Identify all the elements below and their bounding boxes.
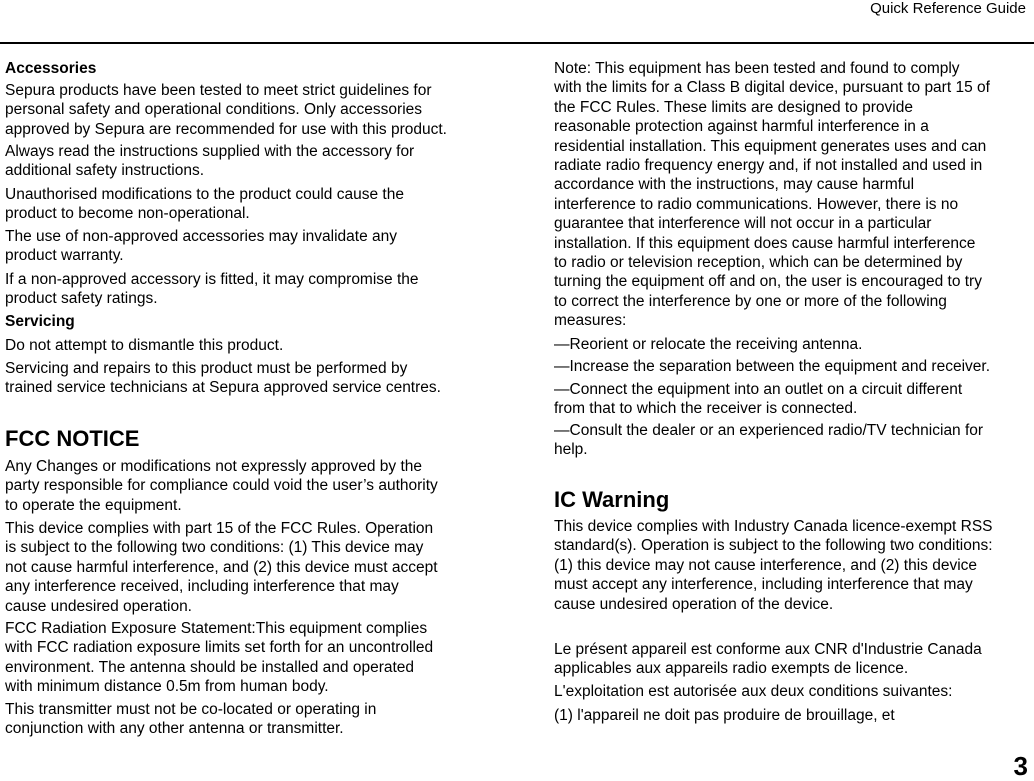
- text-line: (1) this device may not cause interference, and (2) this device: [554, 556, 978, 574]
- paragraph: [5, 270, 419, 309]
- text-line: is subject to the following two conditions: (1) This device may: [5, 539, 424, 557]
- paragraph-french: [554, 682, 952, 701]
- text-line: Any Changes or modifications not expressly approved by the: [5, 458, 423, 475]
- section-heading-accessories: [5, 59, 96, 78]
- text-line: Always read the instructions supplied with the accessory for: [5, 143, 415, 160]
- text-line: Unauthorised modifications to the product could cause the: [5, 186, 404, 203]
- text-line: must accept any interference, including interference that may: [554, 576, 973, 594]
- text-line: installation. If this equipment does cause harmful interference: [554, 234, 976, 252]
- text-line: —Connect the equipment into an outlet on a circuit different: [554, 381, 963, 398]
- measure-item: [554, 380, 962, 419]
- paragraph-fcc-note: [554, 59, 990, 331]
- paragraph: [5, 185, 404, 224]
- page-number: 3: [1013, 751, 1028, 781]
- header-title: Quick Reference Guide: [870, 0, 1026, 17]
- text-line: Servicing: [5, 313, 75, 330]
- text-line: any interference received, including interference that may: [5, 578, 399, 596]
- text-line: Note: This equipment has been tested and found to comply: [554, 60, 960, 77]
- paragraph: [5, 519, 438, 616]
- text-line: with the limits for a Class B digital device, pursuant to part 15 of: [554, 79, 990, 97]
- text-line: interference to radio communications. However, there is no: [554, 195, 959, 213]
- paragraph: [5, 227, 397, 266]
- measure-item: [554, 357, 990, 376]
- text-line: additional safety instructions.: [5, 162, 205, 180]
- text-line: —Consult the dealer or an experienced radio/TV technician for: [554, 422, 984, 439]
- text-line: party responsible for compliance could void the user’s authority: [5, 477, 438, 495]
- paragraph: [554, 517, 993, 614]
- measure-item: [554, 421, 983, 460]
- text-line: guarantee that interference will not occur in a particular: [554, 215, 932, 233]
- text-line: applicables aux appareils radio exempts de licence.: [554, 660, 909, 678]
- paragraph: [5, 359, 441, 398]
- text-line: This transmitter must not be co-located or operating in: [5, 701, 377, 718]
- text-line: to operate the equipment.: [5, 496, 182, 514]
- text-line: product safety ratings.: [5, 290, 158, 308]
- text-line: from that to which the receiver is connected.: [554, 400, 858, 418]
- text-line: residential installation. This equipment generates uses and can: [554, 137, 987, 155]
- text-line: Le présent appareil est conforme aux CNR d'Industrie Canada: [554, 641, 982, 658]
- text-line: FCC Radiation Exposure Statement:This equipment complies: [5, 620, 428, 637]
- text-line: environment. The antenna should be installed and operated: [5, 658, 415, 676]
- text-line: to correct the interference by one or more of the following: [554, 292, 947, 310]
- paragraph: [5, 700, 376, 739]
- text-line: standard(s). Operation is subject to the following two conditions:: [554, 537, 993, 555]
- text-line: FCC NOTICE: [5, 426, 140, 451]
- text-line: cause undesired operation.: [5, 597, 192, 615]
- section-title-ic-warning: [554, 487, 669, 513]
- text-line: not cause harmful interference, and (2) this device must accept: [5, 558, 438, 576]
- text-line: L'exploitation est autorisée aux deux conditions suivantes:: [554, 683, 953, 700]
- text-line: approved by Sepura are recommended for use with this product.: [5, 120, 447, 138]
- text-line: (1) l'appareil ne doit pas produire de brouillage, et: [554, 707, 895, 724]
- text-line: Do not attempt to dismantle this product.: [5, 337, 284, 354]
- text-line: to radio or television reception, which can be determined by: [554, 254, 963, 272]
- text-line: reasonable protection against harmful interference in a: [554, 118, 929, 136]
- text-line: radiate radio frequency energy and, if not installed and used in: [554, 157, 983, 175]
- text-line: with FCC radiation exposure limits set forth for an uncontrolled: [5, 639, 434, 657]
- text-line: This device complies with part 15 of the FCC Rules. Operation: [5, 520, 434, 537]
- text-line: conjunction with any other antenna or transmitter.: [5, 720, 344, 738]
- text-line: trained service technicians at Sepura approved service centres.: [5, 379, 441, 397]
- text-line: measures:: [554, 312, 627, 330]
- text-line: cause undesired operation of the device.: [554, 595, 834, 613]
- paragraph: [5, 619, 433, 697]
- text-line: the FCC Rules. These limits are designed to provide: [554, 98, 913, 116]
- text-line: accordance with the instructions, may cause harmful: [554, 176, 915, 194]
- text-line: This device complies with Industry Canada licence-exempt RSS: [554, 518, 993, 535]
- section-heading-servicing: [5, 312, 75, 331]
- text-line: product to become non-operational.: [5, 205, 250, 223]
- text-line: personal safety and operational conditions. Only accessories: [5, 101, 423, 119]
- section-title-fcc-notice: [5, 426, 139, 452]
- paragraph: [5, 457, 438, 515]
- text-line: If a non-approved accessory is fitted, it may compromise the: [5, 271, 419, 288]
- measure-item: [554, 335, 862, 354]
- text-line: IC Warning: [554, 487, 670, 512]
- text-line: turning the equipment off and on, the user is encouraged to try: [554, 273, 982, 291]
- text-line: help.: [554, 441, 588, 459]
- text-line: product warranty.: [5, 247, 124, 265]
- paragraph-french: [554, 640, 982, 679]
- paragraph: [5, 336, 283, 355]
- paragraph: [5, 142, 414, 181]
- header-divider: [0, 42, 1034, 44]
- paragraph: [5, 81, 447, 139]
- text-line: Sepura products have been tested to meet strict guidelines for: [5, 82, 432, 99]
- text-line: —Reorient or relocate the receiving antenna.: [554, 336, 863, 353]
- text-line: with minimum distance 0.5m from human body.: [5, 678, 329, 696]
- text-line: —Increase the separation between the equipment and receiver.: [554, 358, 990, 375]
- paragraph-french: [554, 706, 895, 725]
- text-line: Accessories: [5, 60, 97, 77]
- text-line: The use of non-approved accessories may invalidate any: [5, 228, 398, 245]
- text-line: Servicing and repairs to this product must be performed by: [5, 360, 408, 377]
